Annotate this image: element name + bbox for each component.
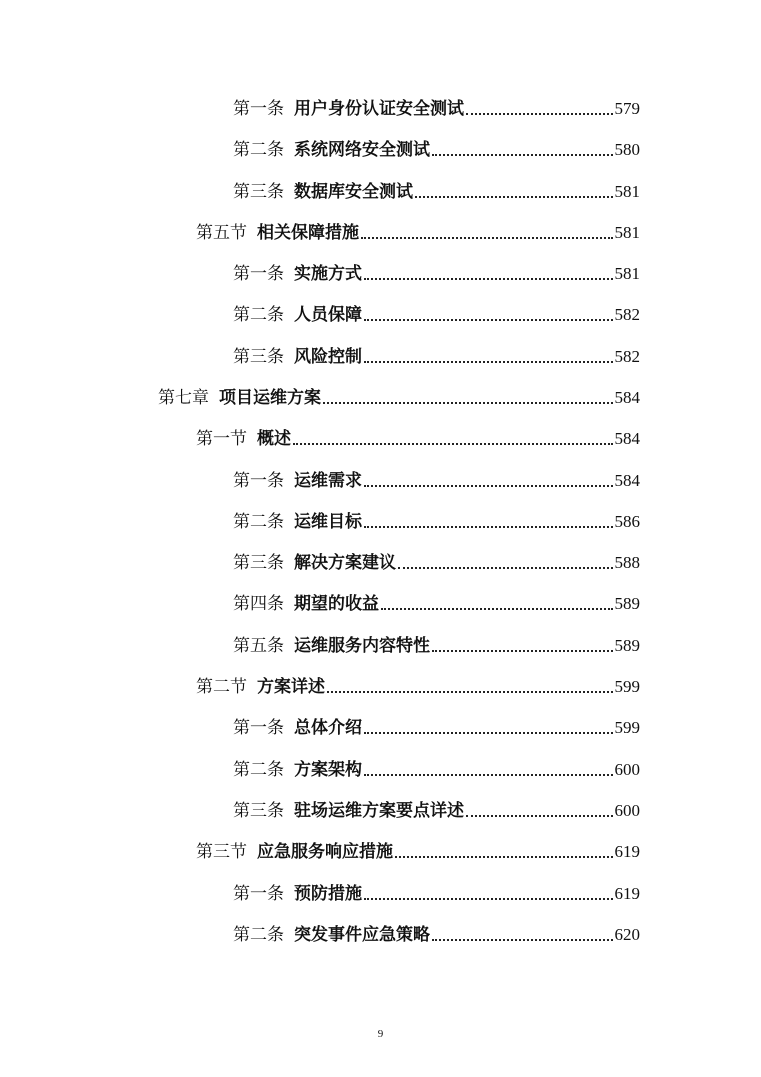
toc-entry-page: 582 [614, 347, 640, 366]
toc-entry-page: 581 [614, 223, 640, 242]
toc-entry[interactable] [233, 796, 640, 822]
toc-entry-number: 第二条 [233, 305, 284, 325]
dot-leader [432, 153, 613, 156]
toc-entry-page: 580 [614, 140, 640, 159]
dot-leader [364, 525, 613, 528]
toc-entry-number: 第三条 [233, 553, 284, 573]
dot-leader [415, 195, 613, 198]
toc-entry-number: 第一条 [233, 718, 284, 738]
toc-entry-title: 运维目标 [294, 512, 362, 532]
dot-leader [327, 690, 613, 693]
toc-entry[interactable] [233, 548, 640, 574]
toc-entry-page: 584 [614, 388, 640, 407]
toc-entry-title: 人员保障 [294, 305, 362, 325]
toc-entry-title: 相关保障措施 [257, 223, 359, 243]
dot-leader [398, 566, 613, 569]
toc-entry-title: 数据库安全测试 [294, 182, 413, 202]
toc-entry-title: 方案详述 [257, 677, 325, 697]
dot-leader [364, 484, 613, 487]
toc-entry-title: 解决方案建议 [294, 553, 396, 573]
toc-entry[interactable] [233, 631, 640, 657]
dot-leader [466, 112, 613, 115]
toc-entry-title: 预防措施 [294, 884, 362, 904]
toc-entry-title: 实施方式 [294, 264, 362, 284]
toc-entry-title: 驻场运维方案要点详述 [294, 801, 464, 821]
dot-leader [361, 236, 613, 239]
dot-leader [432, 938, 613, 941]
toc-entry-number: 第一节 [196, 429, 247, 449]
toc-entry-page: 600 [614, 801, 640, 820]
toc-entry-number: 第三条 [233, 801, 284, 821]
toc-entry-title: 突发事件应急策略 [294, 925, 430, 945]
toc-entry-page: 581 [614, 264, 640, 283]
toc-entry-number: 第一条 [233, 264, 284, 284]
toc-entry-number: 第三条 [233, 182, 284, 202]
toc-entry-number: 第二节 [196, 677, 247, 697]
toc-entry-number: 第一条 [233, 884, 284, 904]
dot-leader [293, 442, 613, 445]
toc-entry-page: 619 [614, 842, 640, 861]
toc-entry-title: 项目运维方案 [219, 388, 321, 408]
toc-entry[interactable] [196, 424, 640, 450]
toc-entry-number: 第四条 [233, 594, 284, 614]
toc-entry[interactable] [233, 342, 640, 368]
toc-entry-number: 第三节 [196, 842, 247, 862]
dot-leader [381, 607, 613, 610]
toc-entry-page: 589 [614, 636, 640, 655]
toc-entry-page: 579 [614, 99, 640, 118]
dot-leader [364, 897, 613, 900]
toc-entry[interactable] [196, 218, 640, 244]
toc-entry-page: 586 [614, 512, 640, 531]
toc-entry-number: 第二条 [233, 140, 284, 160]
toc-entry-page: 600 [614, 760, 640, 779]
toc-entry[interactable] [196, 837, 640, 863]
toc-entry-number: 第三条 [233, 347, 284, 367]
toc-entry[interactable] [233, 589, 640, 615]
dot-leader [395, 855, 613, 858]
toc-entry-page: 599 [614, 718, 640, 737]
dot-leader [466, 814, 613, 817]
dot-leader [364, 360, 613, 363]
toc-entry[interactable] [233, 920, 640, 946]
toc-entry[interactable] [196, 672, 640, 698]
toc-entry[interactable] [233, 879, 640, 905]
toc-entry-title: 风险控制 [294, 347, 362, 367]
dot-leader [364, 277, 613, 280]
toc-entry-number: 第五节 [196, 223, 247, 243]
toc-entry-page: 582 [614, 305, 640, 324]
toc-entry-title: 用户身份认证安全测试 [294, 99, 464, 119]
toc-entry-title: 期望的收益 [294, 594, 379, 614]
toc-entry-page: 581 [614, 182, 640, 201]
toc-entry-title: 概述 [257, 429, 291, 449]
toc-entry-number: 第二条 [233, 512, 284, 532]
toc-entry-page: 588 [614, 553, 640, 572]
toc-entry-title: 方案架构 [294, 760, 362, 780]
toc-entry[interactable] [233, 755, 640, 781]
toc-entry-title: 总体介绍 [294, 718, 362, 738]
toc-entry-title: 运维需求 [294, 471, 362, 491]
toc-entry[interactable] [158, 383, 640, 409]
toc-entry-number: 第二条 [233, 925, 284, 945]
toc-entry-number: 第七章 [158, 388, 209, 408]
toc-entry[interactable] [233, 466, 640, 492]
dot-leader [364, 318, 613, 321]
toc-entry-number: 第一条 [233, 471, 284, 491]
page-number: 9 [377, 1028, 384, 1040]
toc-entry-title: 运维服务内容特性 [294, 636, 430, 656]
toc-entry-page: 584 [614, 429, 640, 448]
toc-entry-page: 589 [614, 594, 640, 613]
toc-entry-number: 第一条 [233, 99, 284, 119]
toc-entry-number: 第二条 [233, 760, 284, 780]
toc-entry-title: 系统网络安全测试 [294, 140, 430, 160]
dot-leader [364, 731, 613, 734]
toc-entry-number: 第五条 [233, 636, 284, 656]
toc-entry-title: 应急服务响应措施 [257, 842, 393, 862]
toc-entry[interactable] [233, 177, 640, 203]
toc-entry[interactable] [233, 135, 640, 161]
toc-entry[interactable] [233, 713, 640, 739]
toc-entry[interactable] [233, 300, 640, 326]
toc-entry-page: 599 [614, 677, 640, 696]
toc-entry-page: 584 [614, 471, 640, 490]
toc-entry-page: 619 [614, 884, 640, 903]
toc-entry-page: 620 [614, 925, 640, 944]
dot-leader [432, 649, 613, 652]
dot-leader [323, 401, 613, 404]
toc-entry[interactable] [233, 259, 640, 285]
toc-entry[interactable] [233, 507, 640, 533]
toc-entry[interactable] [233, 94, 640, 120]
dot-leader [364, 773, 613, 776]
